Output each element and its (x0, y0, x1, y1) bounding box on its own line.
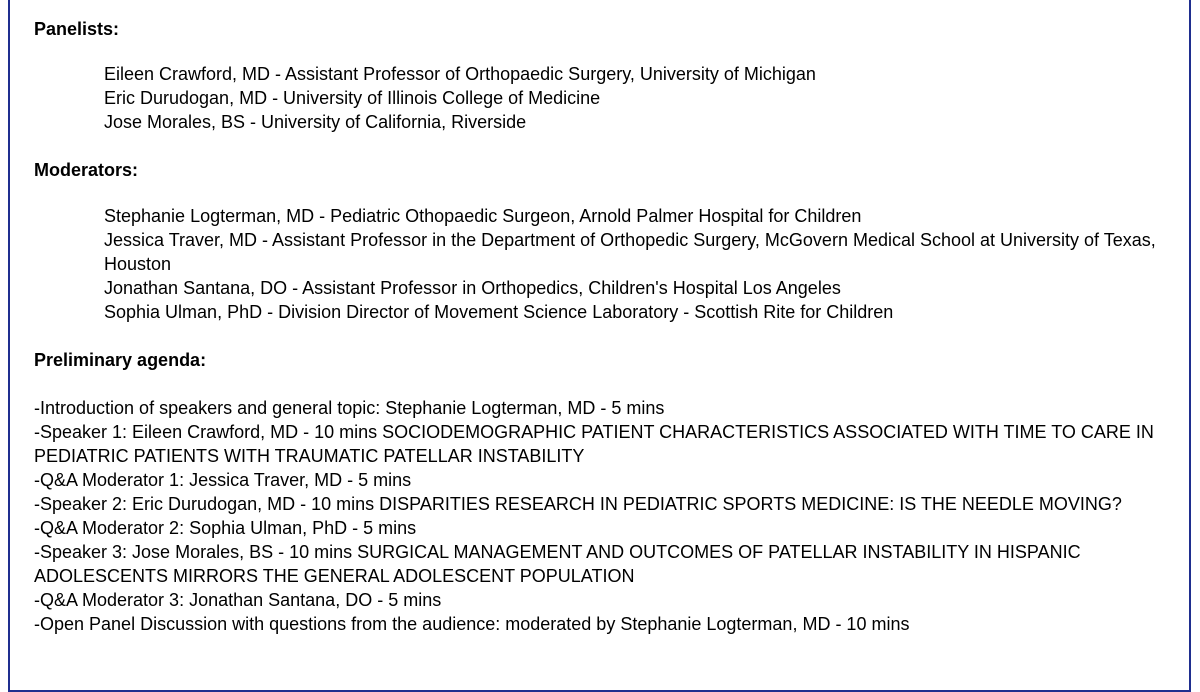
panelist-item: Eric Durudogan, MD - University of Illinois College of Medicine (104, 88, 601, 108)
agenda-item: -Open Panel Discussion with questions from the audience: moderated by Stephanie Logterman, MD - 10 mins (34, 614, 910, 634)
agenda-item: -Q&A Moderator 2: Sophia Ulman, PhD - 5 mins (34, 518, 417, 538)
agenda-list (34, 396, 1154, 636)
panelists-list (104, 62, 1164, 134)
agenda-item: -Speaker 3: Jose Morales, BS - 10 mins SURGICAL MANAGEMENT AND OUTCOMES OF PATELLAR INSTABILITY IN HISPANIC ADOLESCENTS MIRRORS THE GENERAL ADOLESCENT POPULATION (34, 542, 1081, 586)
agenda-item: -Speaker 2: Eric Durudogan, MD - 10 mins DISPARITIES RESEARCH IN PEDIATRIC SPORTS MEDICINE: IS THE NEEDLE MOVING? (34, 494, 1122, 514)
moderator-item: Stephanie Logterman, MD - Pediatric Othopaedic Surgeon, Arnold Palmer Hospital for Children (104, 206, 862, 226)
moderator-item: Sophia Ulman, PhD - Division Director of Movement Science Laboratory - Scottish Rite for Children (104, 302, 894, 322)
moderator-item: Jessica Traver, MD - Assistant Professor in the Department of Orthopedic Surgery, McGovern Medical School at University of Texas, Houston (104, 230, 1156, 274)
panelist-item: Jose Morales, BS - University of California, Riverside (104, 112, 527, 132)
agenda-item: -Q&A Moderator 3: Jonathan Santana, DO - 5 mins (34, 590, 442, 610)
agenda-item: -Q&A Moderator 1: Jessica Traver, MD - 5 mins (34, 470, 412, 490)
panelist-item: Eileen Crawford, MD - Assistant Professor of Orthopaedic Surgery, University of Michigan (104, 64, 816, 84)
moderators-list (104, 204, 1164, 324)
agenda-heading: Preliminary agenda: (34, 350, 207, 370)
agenda-item: -Introduction of speakers and general topic: Stephanie Logterman, MD - 5 mins (34, 398, 665, 418)
panelists-heading: Panelists: (34, 19, 120, 39)
moderator-item: Jonathan Santana, DO - Assistant Professor in Orthopedics, Children's Hospital Los Angeles (104, 278, 841, 298)
agenda-item: -Speaker 1: Eileen Crawford, MD - 10 mins SOCIODEMOGRAPHIC PATIENT CHARACTERISTICS ASSOCIATED WITH TIME TO CARE IN PEDIATRIC PATIENTS WITH TRAUMATIC PATELLAR INSTABILITY (34, 422, 1154, 466)
moderators-heading: Moderators: (34, 160, 139, 180)
